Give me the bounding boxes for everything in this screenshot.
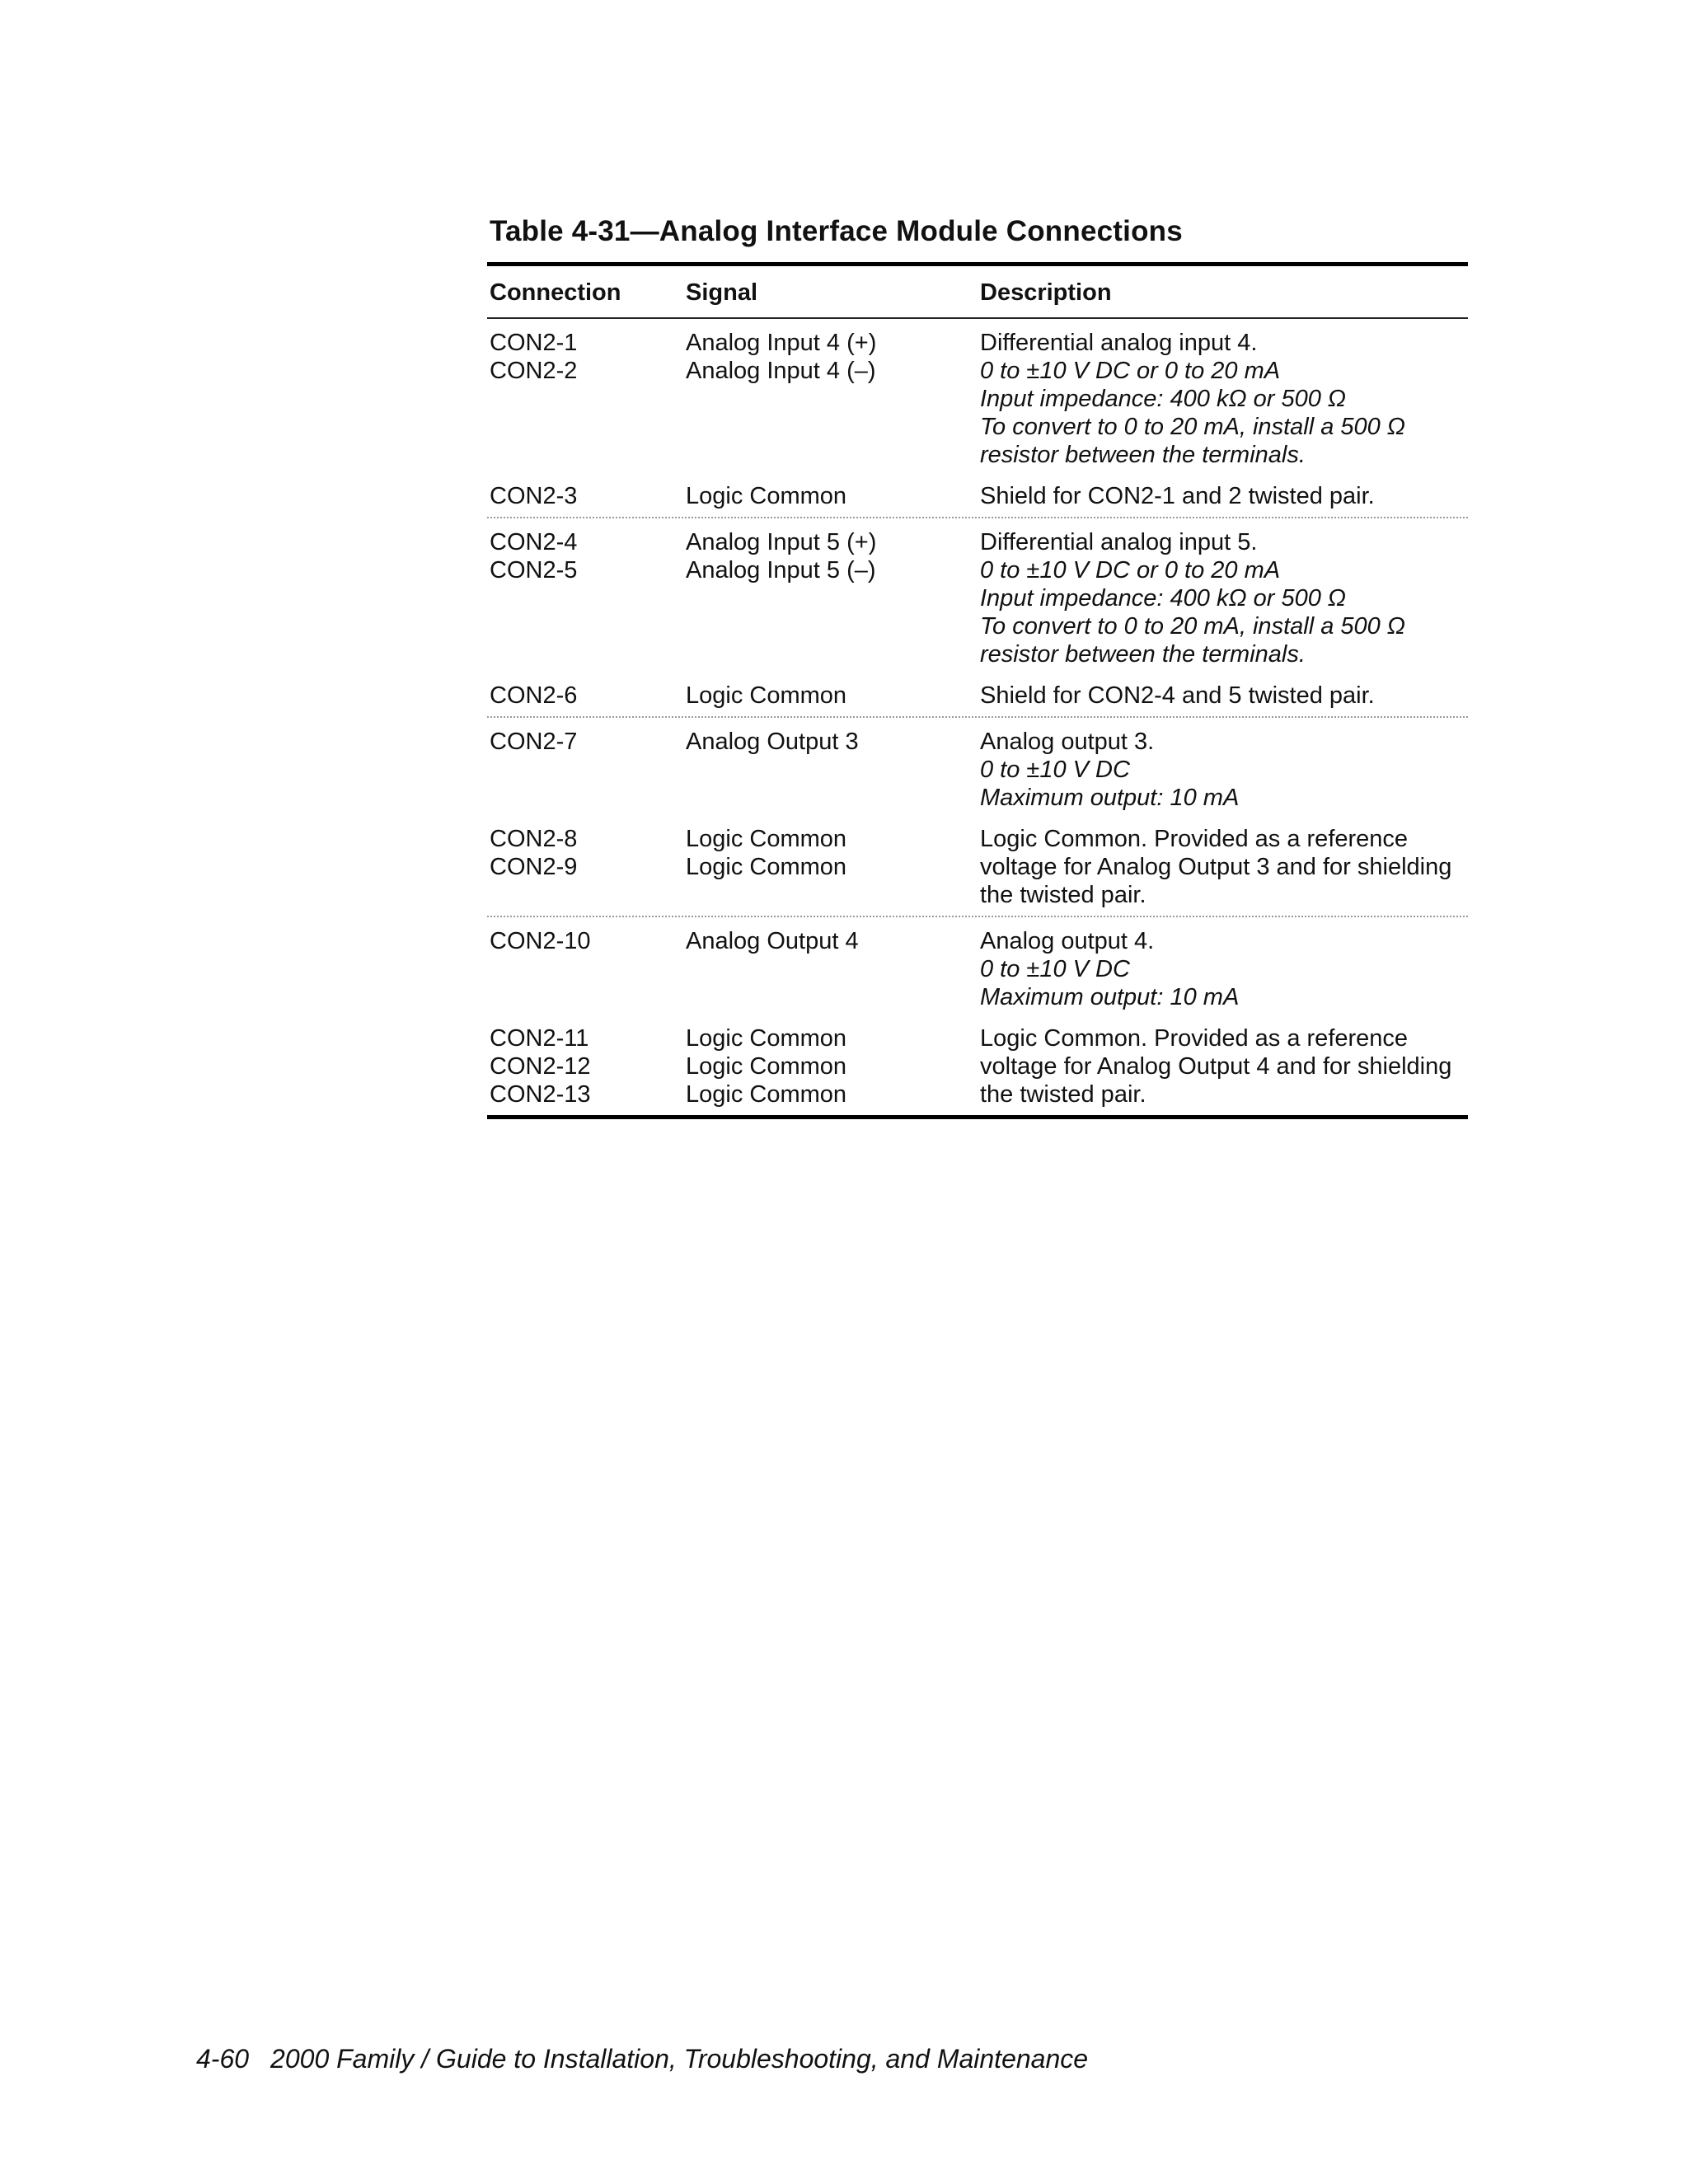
description-cell — [980, 825, 1468, 909]
description-cell — [980, 528, 1468, 668]
table-row-group — [487, 518, 1468, 716]
description-line: Analog output 3. — [980, 729, 1155, 755]
table-body — [487, 319, 1468, 1115]
page-number: 4-60 — [196, 2044, 250, 2074]
signal-cell — [686, 482, 980, 510]
signal-label: Logic Common — [686, 1053, 847, 1080]
footer-title: 2000 Family / Guide to Installation, Troubleshooting, and Maintenance — [270, 2044, 1089, 2074]
description-line: 0 to ±10 V DC — [980, 757, 1130, 783]
connection-cell — [487, 728, 686, 812]
connection-cell — [487, 1024, 686, 1108]
description-line: voltage for Analog Output 3 and for shielding — [980, 854, 1452, 880]
connection-label: CON2-9 — [490, 854, 578, 880]
header-signal: Signal — [686, 279, 758, 306]
signal-cell — [686, 825, 980, 909]
table-row-group — [487, 917, 1468, 1115]
description-line: Differential analog input 5. — [980, 529, 1258, 555]
description-line: resistor between the terminals. — [980, 641, 1306, 668]
table-row — [487, 482, 1468, 510]
connection-label: CON2-12 — [490, 1053, 591, 1080]
connection-label: CON2-8 — [490, 826, 578, 852]
description-line: resistor between the terminals. — [980, 442, 1306, 468]
description-line: Shield for CON2-1 and 2 twisted pair. — [980, 483, 1375, 509]
description-cell — [980, 927, 1468, 1011]
description-cell — [980, 482, 1468, 510]
connection-cell — [487, 482, 686, 510]
signal-label: Analog Input 5 (–) — [686, 557, 876, 583]
signal-label: Logic Common — [686, 826, 847, 852]
signal-cell — [686, 682, 980, 710]
description-line: 0 to ±10 V DC or 0 to 20 mA — [980, 358, 1281, 384]
table-row-group — [487, 718, 1468, 916]
description-line: 0 to ±10 V DC — [980, 956, 1130, 982]
description-line: the twisted pair. — [980, 1081, 1146, 1108]
description-cell — [980, 329, 1468, 469]
table-row — [487, 825, 1468, 909]
connection-label: CON2-11 — [490, 1025, 589, 1052]
description-line: Input impedance: 400 kΩ or 500 Ω — [980, 585, 1346, 612]
description-cell — [980, 728, 1468, 812]
signal-cell — [686, 329, 980, 469]
signal-label: Logic Common — [686, 483, 847, 509]
connection-cell — [487, 825, 686, 909]
table-row — [487, 528, 1468, 668]
signal-label: Analog Input 4 (+) — [686, 330, 877, 356]
description-line: Differential analog input 4. — [980, 330, 1258, 356]
signal-label: Analog Input 4 (–) — [686, 358, 876, 384]
connection-cell — [487, 927, 686, 1011]
connection-cell — [487, 528, 686, 668]
table-row — [487, 927, 1468, 1011]
description-line: 0 to ±10 V DC or 0 to 20 mA — [980, 557, 1281, 583]
signal-label: Logic Common — [686, 1025, 847, 1052]
connection-label: CON2-7 — [490, 729, 578, 755]
connection-label: CON2-2 — [490, 358, 578, 384]
table-row — [487, 1024, 1468, 1108]
signal-label: Logic Common — [686, 1081, 847, 1108]
description-line: voltage for Analog Output 4 and for shielding — [980, 1053, 1452, 1080]
signal-cell — [686, 528, 980, 668]
description-line: Logic Common. Provided as a reference — [980, 1025, 1409, 1052]
signal-label: Logic Common — [686, 682, 847, 709]
connection-cell — [487, 329, 686, 469]
document-page — [487, 213, 1468, 1119]
table-header-row — [487, 266, 1468, 317]
signal-label: Analog Output 4 — [686, 928, 859, 954]
description-line: the twisted pair. — [980, 882, 1146, 908]
connection-label: CON2-13 — [490, 1081, 591, 1108]
connection-label: CON2-10 — [490, 928, 591, 954]
signal-label: Analog Output 3 — [686, 729, 859, 755]
connection-label: CON2-6 — [490, 682, 578, 709]
table-title: Table 4-31—Analog Interface Module Connections — [490, 215, 1183, 247]
signal-cell — [686, 927, 980, 1011]
description-line: Input impedance: 400 kΩ or 500 Ω — [980, 386, 1346, 412]
table-row — [487, 682, 1468, 710]
description-cell — [980, 1024, 1468, 1108]
table-row — [487, 329, 1468, 469]
signal-label: Logic Common — [686, 854, 847, 880]
header-connection: Connection — [490, 279, 621, 306]
description-line: Maximum output: 10 mA — [980, 984, 1240, 1010]
header-description: Description — [980, 279, 1112, 306]
page-footer — [196, 2044, 1088, 2074]
signal-label: Analog Input 5 (+) — [686, 529, 877, 555]
table-row — [487, 728, 1468, 812]
table-row-group — [487, 319, 1468, 517]
description-line: Logic Common. Provided as a reference — [980, 826, 1409, 852]
description-line: Maximum output: 10 mA — [980, 785, 1240, 811]
signal-cell — [686, 728, 980, 812]
description-line: To convert to 0 to 20 mA, install a 500 Ω — [980, 613, 1405, 640]
connection-label: CON2-1 — [490, 330, 578, 356]
connection-label: CON2-4 — [490, 529, 578, 555]
connection-cell — [487, 682, 686, 710]
connection-label: CON2-3 — [490, 483, 578, 509]
signal-cell — [686, 1024, 980, 1108]
connection-label: CON2-5 — [490, 557, 578, 583]
description-line: Analog output 4. — [980, 928, 1155, 954]
table-bottom-rule — [487, 1115, 1468, 1119]
description-line: To convert to 0 to 20 mA, install a 500 Ω — [980, 414, 1405, 440]
description-cell — [980, 682, 1468, 710]
description-line: Shield for CON2-4 and 5 twisted pair. — [980, 682, 1375, 709]
